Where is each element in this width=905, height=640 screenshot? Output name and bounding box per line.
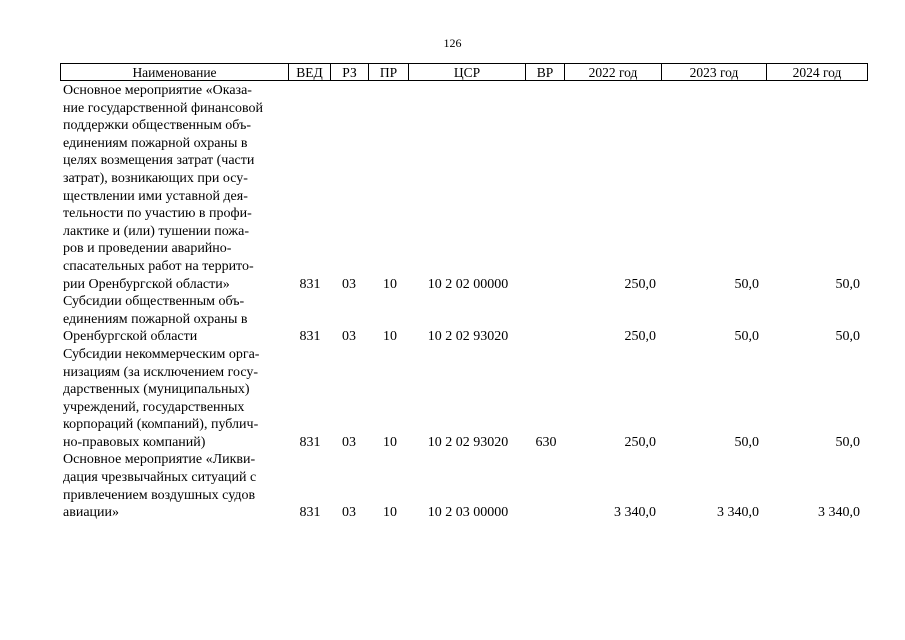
- cell-pr: 10: [383, 329, 397, 345]
- table-row: [0, 293, 905, 346]
- cell-pr: 10: [383, 505, 397, 521]
- table-row: [0, 451, 905, 521]
- table-header: [60, 63, 868, 81]
- cell-pr: 10: [383, 276, 397, 292]
- cell-2022: 250,0: [624, 329, 656, 345]
- table-row: [0, 346, 905, 452]
- page-number: 126: [443, 36, 462, 50]
- cell-ved: 831: [299, 434, 321, 450]
- cell-2024: 50,0: [835, 434, 860, 450]
- header-vr: ВР: [526, 64, 565, 80]
- row-name-line: дарственных (муниципальных): [63, 382, 250, 398]
- cell-csr: 10 2 02 93020: [427, 434, 509, 450]
- row-name-line: рии Оренбургской области»: [63, 276, 230, 292]
- cell-2022: 250,0: [624, 276, 656, 292]
- row-name-line: авиации»: [63, 505, 120, 521]
- cell-rz: 03: [342, 505, 356, 521]
- row-name: [63, 451, 288, 521]
- row-name-line: ние государственной финансовой: [63, 100, 263, 116]
- header-ved: ВЕД: [289, 64, 331, 80]
- row-name-line: поддержки общественным объ-: [63, 118, 251, 134]
- header-2023: 2023 год: [662, 64, 767, 80]
- row-name-line: единениям пожарной охраны в: [63, 135, 248, 151]
- row-name-line: затрат), возникающих при осу-: [63, 170, 248, 186]
- cell-ved: 831: [299, 505, 321, 521]
- cell-2024: 3 340,0: [818, 505, 860, 521]
- cell-2023: 50,0: [734, 276, 759, 292]
- cell-2024: 50,0: [835, 276, 860, 292]
- row-name-line: дация чрезвычайных ситуаций с: [63, 470, 257, 486]
- header-2024: 2024 год: [792, 65, 842, 80]
- row-name-line: лактике и (или) тушении пожа-: [63, 223, 249, 239]
- row-name-line: привлечением воздушных судов: [63, 487, 256, 503]
- row-name: [63, 293, 288, 346]
- header-csr: ЦСР: [409, 64, 526, 80]
- cell-2023: 50,0: [734, 329, 759, 345]
- row-name-line: Субсидии некоммерческим орга-: [63, 346, 260, 362]
- cell-2023: 50,0: [734, 434, 759, 450]
- cell-2023: 3 340,0: [717, 505, 759, 521]
- row-name-line: ров и проведении аварийно-: [63, 241, 232, 257]
- cell-2022: 3 340,0: [614, 505, 656, 521]
- header-rz: РЗ: [331, 64, 369, 80]
- row-name-line: Субсидии общественным объ-: [63, 294, 245, 310]
- row-name-line: спасательных работ на террито-: [63, 258, 254, 274]
- row-name-line: целях возмещения затрат (части: [63, 153, 255, 169]
- row-name-line: корпораций (компаний), публич-: [63, 417, 259, 433]
- cell-csr: 10 2 02 00000: [427, 276, 509, 292]
- cell-pr: 10: [383, 434, 397, 450]
- cell-rz: 03: [342, 276, 356, 292]
- row-name-line: Оренбургской области: [63, 329, 198, 345]
- table-row: [0, 82, 905, 293]
- cell-vr: 630: [535, 434, 557, 450]
- header-2022: 2022 год: [565, 64, 662, 80]
- table-body: [0, 82, 905, 522]
- cell-2022: 250,0: [624, 434, 656, 450]
- cell-csr: 10 2 03 00000: [427, 505, 509, 521]
- cell-2024: 50,0: [835, 329, 860, 345]
- row-name-line: тельности по участию в профи-: [63, 206, 252, 222]
- row-name-line: низациям (за исключением госу-: [63, 364, 259, 380]
- cell-ved: 831: [299, 276, 321, 292]
- cell-rz: 03: [342, 434, 356, 450]
- cell-rz: 03: [342, 329, 356, 345]
- row-name-line: Основное мероприятие «Оказа-: [63, 83, 252, 98]
- row-name: [63, 82, 288, 293]
- row-name-line: единениям пожарной охраны в: [63, 311, 248, 327]
- row-name-line: но-правовых компаний): [63, 434, 206, 450]
- row-name-line: ществлении ими уставной дея-: [63, 188, 248, 204]
- cell-csr: 10 2 02 93020: [427, 329, 509, 345]
- header-pr: ПР: [369, 64, 409, 80]
- row-name-line: Основное мероприятие «Ликви-: [63, 452, 256, 468]
- row-name: [63, 346, 288, 452]
- cell-ved: 831: [299, 329, 321, 345]
- header-name: Наименование: [61, 64, 289, 80]
- row-name-line: учреждений, государственных: [63, 399, 245, 415]
